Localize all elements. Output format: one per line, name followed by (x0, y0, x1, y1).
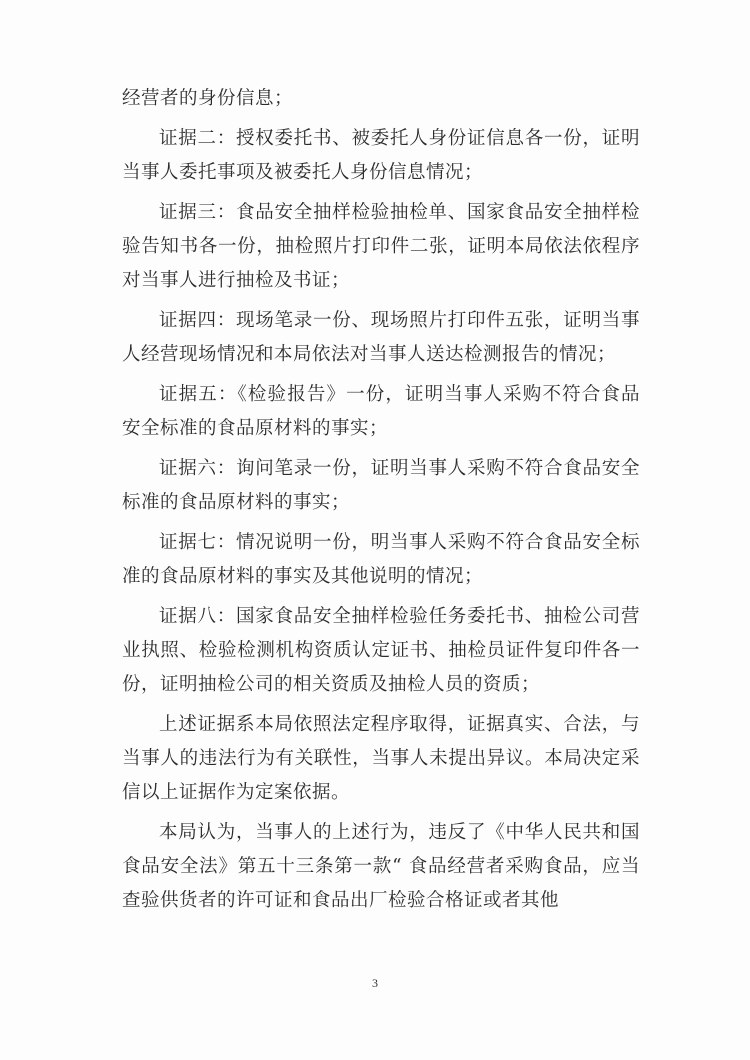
paragraph-evidence-6: 证据六：询问笔录一份，证明当事人采购不符合食品安全标准的食品原材料的事实； (122, 458, 640, 513)
paragraph-finding: 本局认为，当事人的上述行为，违反了《中华人民共和国食品安全法》第五十三条第一款“ 食品经营者采购食品，应当查验供货者的许可证和食品出厂检验合格证或者其他 (122, 822, 640, 911)
paragraph-evidence-2: 证据二：授权委托书、被委托人身份证信息各一份，证明当事人委托事项及被委托人身份信息情况； (122, 128, 640, 183)
paragraph-evidence-7: 证据七：情况说明一份，明当事人采购不符合食品安全标准的食品原材料的事实及其他说明的情况； (122, 532, 640, 587)
document-body (122, 82, 640, 924)
paragraph-continuation: 经营者的身份信息； (122, 88, 294, 109)
paragraph-evidence-5: 证据五：《检验报告》一份，证明当事人采购不符合食品安全标准的食品原材料的事实； (122, 384, 640, 439)
paragraph-evidence-8: 证据八：国家食品安全抽样检验任务委托书、抽检公司营业执照、检验检测机构资质认定证书、抽检员证件复印件各一份，证明抽检公司的相关资质及抽检人员的资质； (122, 606, 640, 695)
paragraph-evidence-3: 证据三：食品安全抽样检验抽检单、国家食品安全抽样检验告知书各一份，抽检照片打印件二张，证明本局依法依程序对当事人进行抽检及书证； (122, 202, 640, 291)
paragraph-evidence-summary: 上述证据系本局依照法定程序取得，证据真实、合法，与当事人的违法行为有关联性，当事人未提出异议。本局决定采信以上证据作为定案依据。 (122, 714, 640, 803)
paragraph-evidence-4: 证据四：现场笔录一份、现场照片打印件五张，证明当事人经营现场情况和本局依法对当事人送达检测报告的情况； (122, 310, 640, 365)
page-number: 3 (372, 976, 378, 990)
